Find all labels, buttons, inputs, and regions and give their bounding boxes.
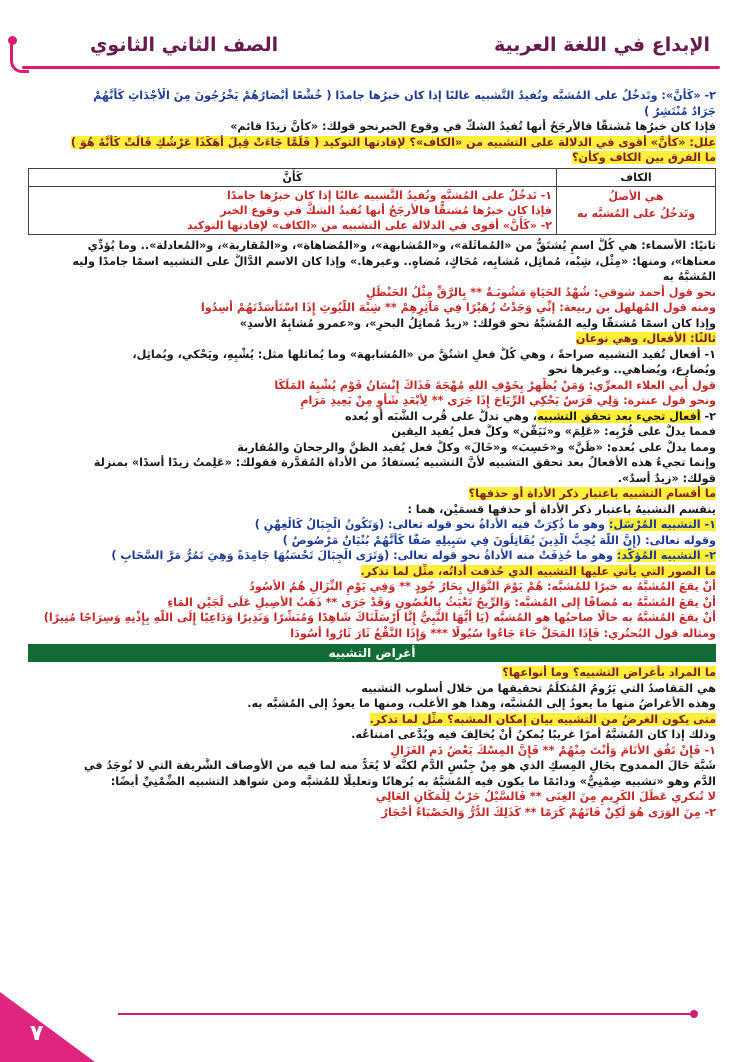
text-line	[28, 665, 716, 681]
text-line: قولك: «زيدٌ أسدٌ».	[617, 471, 716, 485]
highlighted-text: ما المراد بأغراض التشبيه؟ وما أنواعها؟	[502, 666, 716, 679]
footer-ornament-dot	[690, 1010, 698, 1018]
text-line	[28, 564, 716, 580]
table-cell-line: ١- تَدخُلُ على المُشبَّه وتُفيدُ التَّشبيه غالبًا إذا كان خبرُها جامدًا	[226, 189, 552, 202]
table-cell-line: فإذا كان خبرُها مُشتقًّا فالأرجَحُ أنها تُفيدُ الشكَّ في وقوع الخبر	[220, 204, 552, 217]
footer-divider	[118, 1013, 690, 1015]
text-line: ثانيًا: الأسماء: هي كُلُّ اسمٍ يُشتَقُّ من «المُماثَلة»، و«المُشابهة»، و«المُضاهاة»، و«المُقاربة»، و«المُعادلة».. وما يُؤدِّي	[87, 239, 716, 252]
highlighted-text: ما الصور التي يأتي عليها التشبيه الذي حُذفت أداتُه، مثِّل لما تذكر.	[360, 564, 716, 578]
table-cell-line: ٢- «كَأَنَّ» أقوى في الدلالة على التشبيه من «الكاف» لإفادتها التوكيد	[187, 219, 552, 232]
table-header-kaanna: كَأَنَّ	[29, 168, 557, 187]
text-line: ومثاله قول البُحتُري: فَإِذَا المَحَلُّ جَاءَ جَاءُوا سُيُولًا *** وَإِذَا النَّقْعُ ثَارَ ثَارُوا أُسُودَا	[290, 626, 716, 640]
text-line: فمما يدلُّ على قُرْبِه: «عَلِمَ» و«تَيَقَّن» وكلُّ فعل يُفيد اليقين	[391, 425, 716, 438]
text-line: وقوله تعالى: (إِنَّ اللَّهَ يُحِبُّ الَّذِينَ يُقَاتِلُونَ فِي سَبِيلِهِ صَفًّا كَأَنَّهُمْ بُنْيَانٌ مَرْصُوصٌ )	[282, 533, 716, 547]
text-line: ١- فَإِنْ تَفُقِ الأَنَامَ وَأَنْتَ مِنْهُمْ ** فَإِنَّ المِسْكَ بَعْضُ دَمِ الغَزَالِ	[390, 743, 716, 757]
text-line: جَرَادٌ مُنْتَشِرٌ )	[644, 104, 716, 118]
text-line	[28, 712, 716, 728]
text-line: وإذا كان اسمًا مُشتقًّا وليه المُشبَّهُ نحو قولك: «زيدٌ مُماثِلُ البحرِ»، و«عمرو مُشابِهُ الأسدِ»	[239, 316, 716, 330]
text-line: وإنما تجيءُ هذه الأفعالُ بعد تحقق التشبيه لأنَّ التشبيه يُستفادُ من الأداة المُقدَّرة فقولك: «عَلِمتُ زيدًا أسدًا» بمنزلة	[93, 456, 716, 469]
text-line: شَبَّهَ حَالَ الممدوح بحَالِ المِسكِ الذي هو مِنْ جِنْسِ الدَّم لكنَّه لا يُعَدُّ منه لما فيه من الأوصاف الشَّريفة التي لا تُوجَدُ في	[83, 759, 716, 772]
text-line: المُشبَّهُ به	[662, 270, 716, 283]
text-line: وذلك إذا كان المُشبَّهُ أمرًا غريبًا يُمكنُ أنْ يُخالِفَ فيه ويُدَّعى امتناعُه.	[351, 728, 716, 741]
purposes-block	[28, 665, 716, 820]
text-line	[28, 150, 716, 166]
text-line: ١- التشبيه المُرْسَل: وهو ما ذُكِرَتْ فيه الأداةُ نحو قوله تعالى: (وَتَكُونُ الْجِبَالُ كَالْعِهْنِ )	[254, 518, 716, 531]
text-line: معناها»، ومنها: «مِثْل، شِبْه، مُماثِل، مُشابِه، مُحَاكٍ، مُضاهٍ.. وغيرها.» وإذا كان الاسم الدَّالُّ على التشبيه اسمًا جامدًا وليه	[72, 254, 716, 268]
table-cell-kaf	[557, 187, 716, 235]
text-line: أنْ يقعَ المُشبَّهُ به خبرًا للمُشبَّه: هُمْ يَوْمَ النَّوَالِ بِحَارُ جُودٍ ** وَفِي يَوْمِ النِّزَالِ هُمُ الأُسُودُ	[249, 580, 716, 593]
text-line: ٢- «كَأَنَّ»: وتَدخُلُ على المُشبَّه وتُفيدُ التَّشبيه غالبًا إذا كان خبرُها جامدًا ( خُشَّعًا أَبْصَارُهُمْ يَخْرُجُونَ مِنَ الْأَجْدَاثِ كَأَنَّهُمْ	[93, 89, 716, 102]
text-line: ٢- التشبيه المُؤكَّد: وهو ما حُذِفَتْ منه الأداةُ نحو قوله تعالى: (وَتَرَى الْجِبَالَ تَحْسَبُهَا جَامِدَةً وَهِيَ تَمُرُّ مَرَّ السَّحَابِ )	[111, 549, 716, 562]
text-line: ٢- أفعال تجيء بعد تحقق التشبيه، وهي تدلُّ على قُرب الشَّبَه أو بُعده	[344, 409, 716, 423]
footer-corner-triangle	[0, 992, 95, 1062]
text-line	[28, 135, 716, 151]
highlighted-text: أفعال تجيء بعد تحقق التشبيه	[537, 409, 701, 423]
text-line: فإذا كان خبرُها مُشتقًّا فالأرجَحُ أنها تُفيدُ الشكَّ في وقوع الخبرنحو قولك: «كأنَّ زيدًا قائم»	[230, 120, 716, 133]
text-line: ٢- مِنَ الوَرَى هُوَ لَكِنْ فَاتَهُمْ كَرَمًا ** كَذَلِكَ الدُّرُّ وَالحَصْبَاءُ أَحْجَارُ	[381, 805, 716, 819]
text-line: أنْ يقعَ المُشبَّهُ به حالًا صاحبُها هو المُشبَّه (يَا أَيُّهَا النَّبِيُّ إِنَّا أَرْسَلْنَاكَ شَاهِدًا وَمُبَشِّرًا وَنَذِيرًا وَدَاعِيًا إِلَى اللَّهِ بِإِذْنِهِ وَسِرَاجًا مُنِيرًا)	[43, 611, 716, 624]
text-line: ونحو قول عنترة: وَلِي فَرَسٌ يَحْكِي الرِّيَاحَ إِذَا جَرَى ** لِأَبْعَدِ شَأْوٍ مِنْ بَعِيدِ مَرَامِ	[300, 394, 716, 407]
highlighted-text: علل: «كأنَّ» أقوى في الدلالة على التشبيه من «الكاف»؟ لإفادتها التوكيد ( فَلَمَّا جَاءَتْ قِيلَ أَهَكَذَا عَرْشُكِ قَالَتْ كَأَنَّهُ هُوَ )	[70, 135, 716, 149]
highlighted-text: ما الفرق بين الكاف وكأن؟	[571, 151, 716, 164]
grade-title: الصف الثاني الثانوي	[90, 34, 279, 56]
highlighted-text: ١- التشبيه المُرْسَل:	[608, 518, 716, 531]
book-title: الإبداع في اللغة العربية	[493, 34, 710, 56]
table-cell-line: وتَدخُلُ على المُشبَّه به	[576, 207, 696, 220]
text-line: أنْ يقعَ المُشبَّهُ به مُضافًا إلى المُشبَّه: وَالرِّيحُ تَعْبَثُ بِالغُصُونِ وَقَدْ جَرَى ** ذَهَبُ الأَصِيلِ عَلَى لُجَيْنِ المَاءِ	[167, 595, 716, 609]
text-line	[28, 331, 716, 347]
text-line: قول أبي العلاء المعرِّي: وَمَنْ يُظْهِرْ بِخَوْفِ اللهِ مُهْجَةَ فَذَاكَ إِنْسَانُ قَوْمٍ يُشْبِهُ المَلَكَا	[274, 378, 716, 392]
text-line: ويُضارِع، ويُضاهي.. وغيرها نحو	[548, 363, 716, 376]
header-divider	[22, 66, 720, 69]
text-line: ومنه قول المُهلهل بن ربيعة: إنِّي وَجَدْتُ زُهَيْرًا فِي مَآثِرِهِمْ ** شِبْهَ اللُّيُوثِ إِذَا اسْتَأْسَدْتَهُمْ أَسِدُوا	[200, 301, 716, 314]
intro-block	[28, 88, 716, 166]
text-line: ١- أفعال تُفيد التشبيه صراحةً ، وهي كُلُّ فعلٍ اشتُقَّ من «المُشابهة» وما يُماثلها مثل: يُشْبِهِ، ويَحْكي، ويُماثِل،	[132, 347, 716, 361]
comparison-table	[28, 168, 716, 236]
text-line: ومما يدلُّ على بُعده: «ظَنَّ» و«حَسِبَ» و«خَالَ» وكلُّ فعل يُفيد الظنَّ والرجحانَ والمُقاربة	[237, 440, 716, 454]
text-line: لا تُنكري عَطَلَ الكَرِيمِ مِنَ الغِنَى ** فَالسَّيْلُ حَرْبٌ لِلْمَكَانِ العَالِي	[375, 790, 716, 803]
highlighted-text: متى يكون الغرضُ من التشبيه بيان إمكان المشبه؟ مثِّل لما تذكر.	[369, 712, 716, 726]
highlighted-text: ٢- التشبيه المُؤكَّد:	[616, 549, 716, 562]
text-line: الدَّم وهو «تشبيه ضِمْنِيٌّ» ودائمًا ما يكون فيه المُشبَّهُ به بُرهانًا وتعليلًا للمُشبَّه ومن شواهد التشبيه الضِّمْنِيِّ أيضًا:	[110, 774, 716, 788]
page-number: ٧	[30, 1021, 44, 1046]
text-line: هي المَقاصدُ التي يَرُومُ المُتكلِّمُ تحقيقها من خلال أسلوب التشبيه	[361, 681, 716, 695]
text-line: نحو قول أحمد شوقي: شُهْدُ الحَيَاةِ مَشُوبَـةٌ ** بِالرَّقِّ مِثْلُ الحَنْظَلِ	[365, 285, 716, 299]
text-line	[28, 486, 716, 502]
table-cell-kaanna	[29, 187, 557, 235]
section-heading-bar: أغراض التشبيه	[28, 644, 716, 662]
text-line: وهذه الأغراضُ منها ما يعودُ إلى المُشبَّه، وهذا هو الأغلب، ومنها ما يعودُ إلى المُشبَّه به.	[247, 697, 716, 710]
table-cell-line: هي الأصلُ	[608, 190, 664, 203]
table-header-kaf: الكاف	[557, 168, 716, 187]
body-block	[28, 238, 716, 641]
highlighted-text: ثالثًا: الأفعال، وهي نوعان	[575, 332, 716, 345]
text-line: ينقسم التشبيهُ باعتبار ذكر الأداة أو حذفها قسمَيْن، هما :	[407, 502, 716, 516]
highlighted-text: ما أقسام التشبيه باعتبار ذكر الأداة أو حذفها؟	[468, 487, 716, 500]
page-content	[28, 88, 716, 820]
